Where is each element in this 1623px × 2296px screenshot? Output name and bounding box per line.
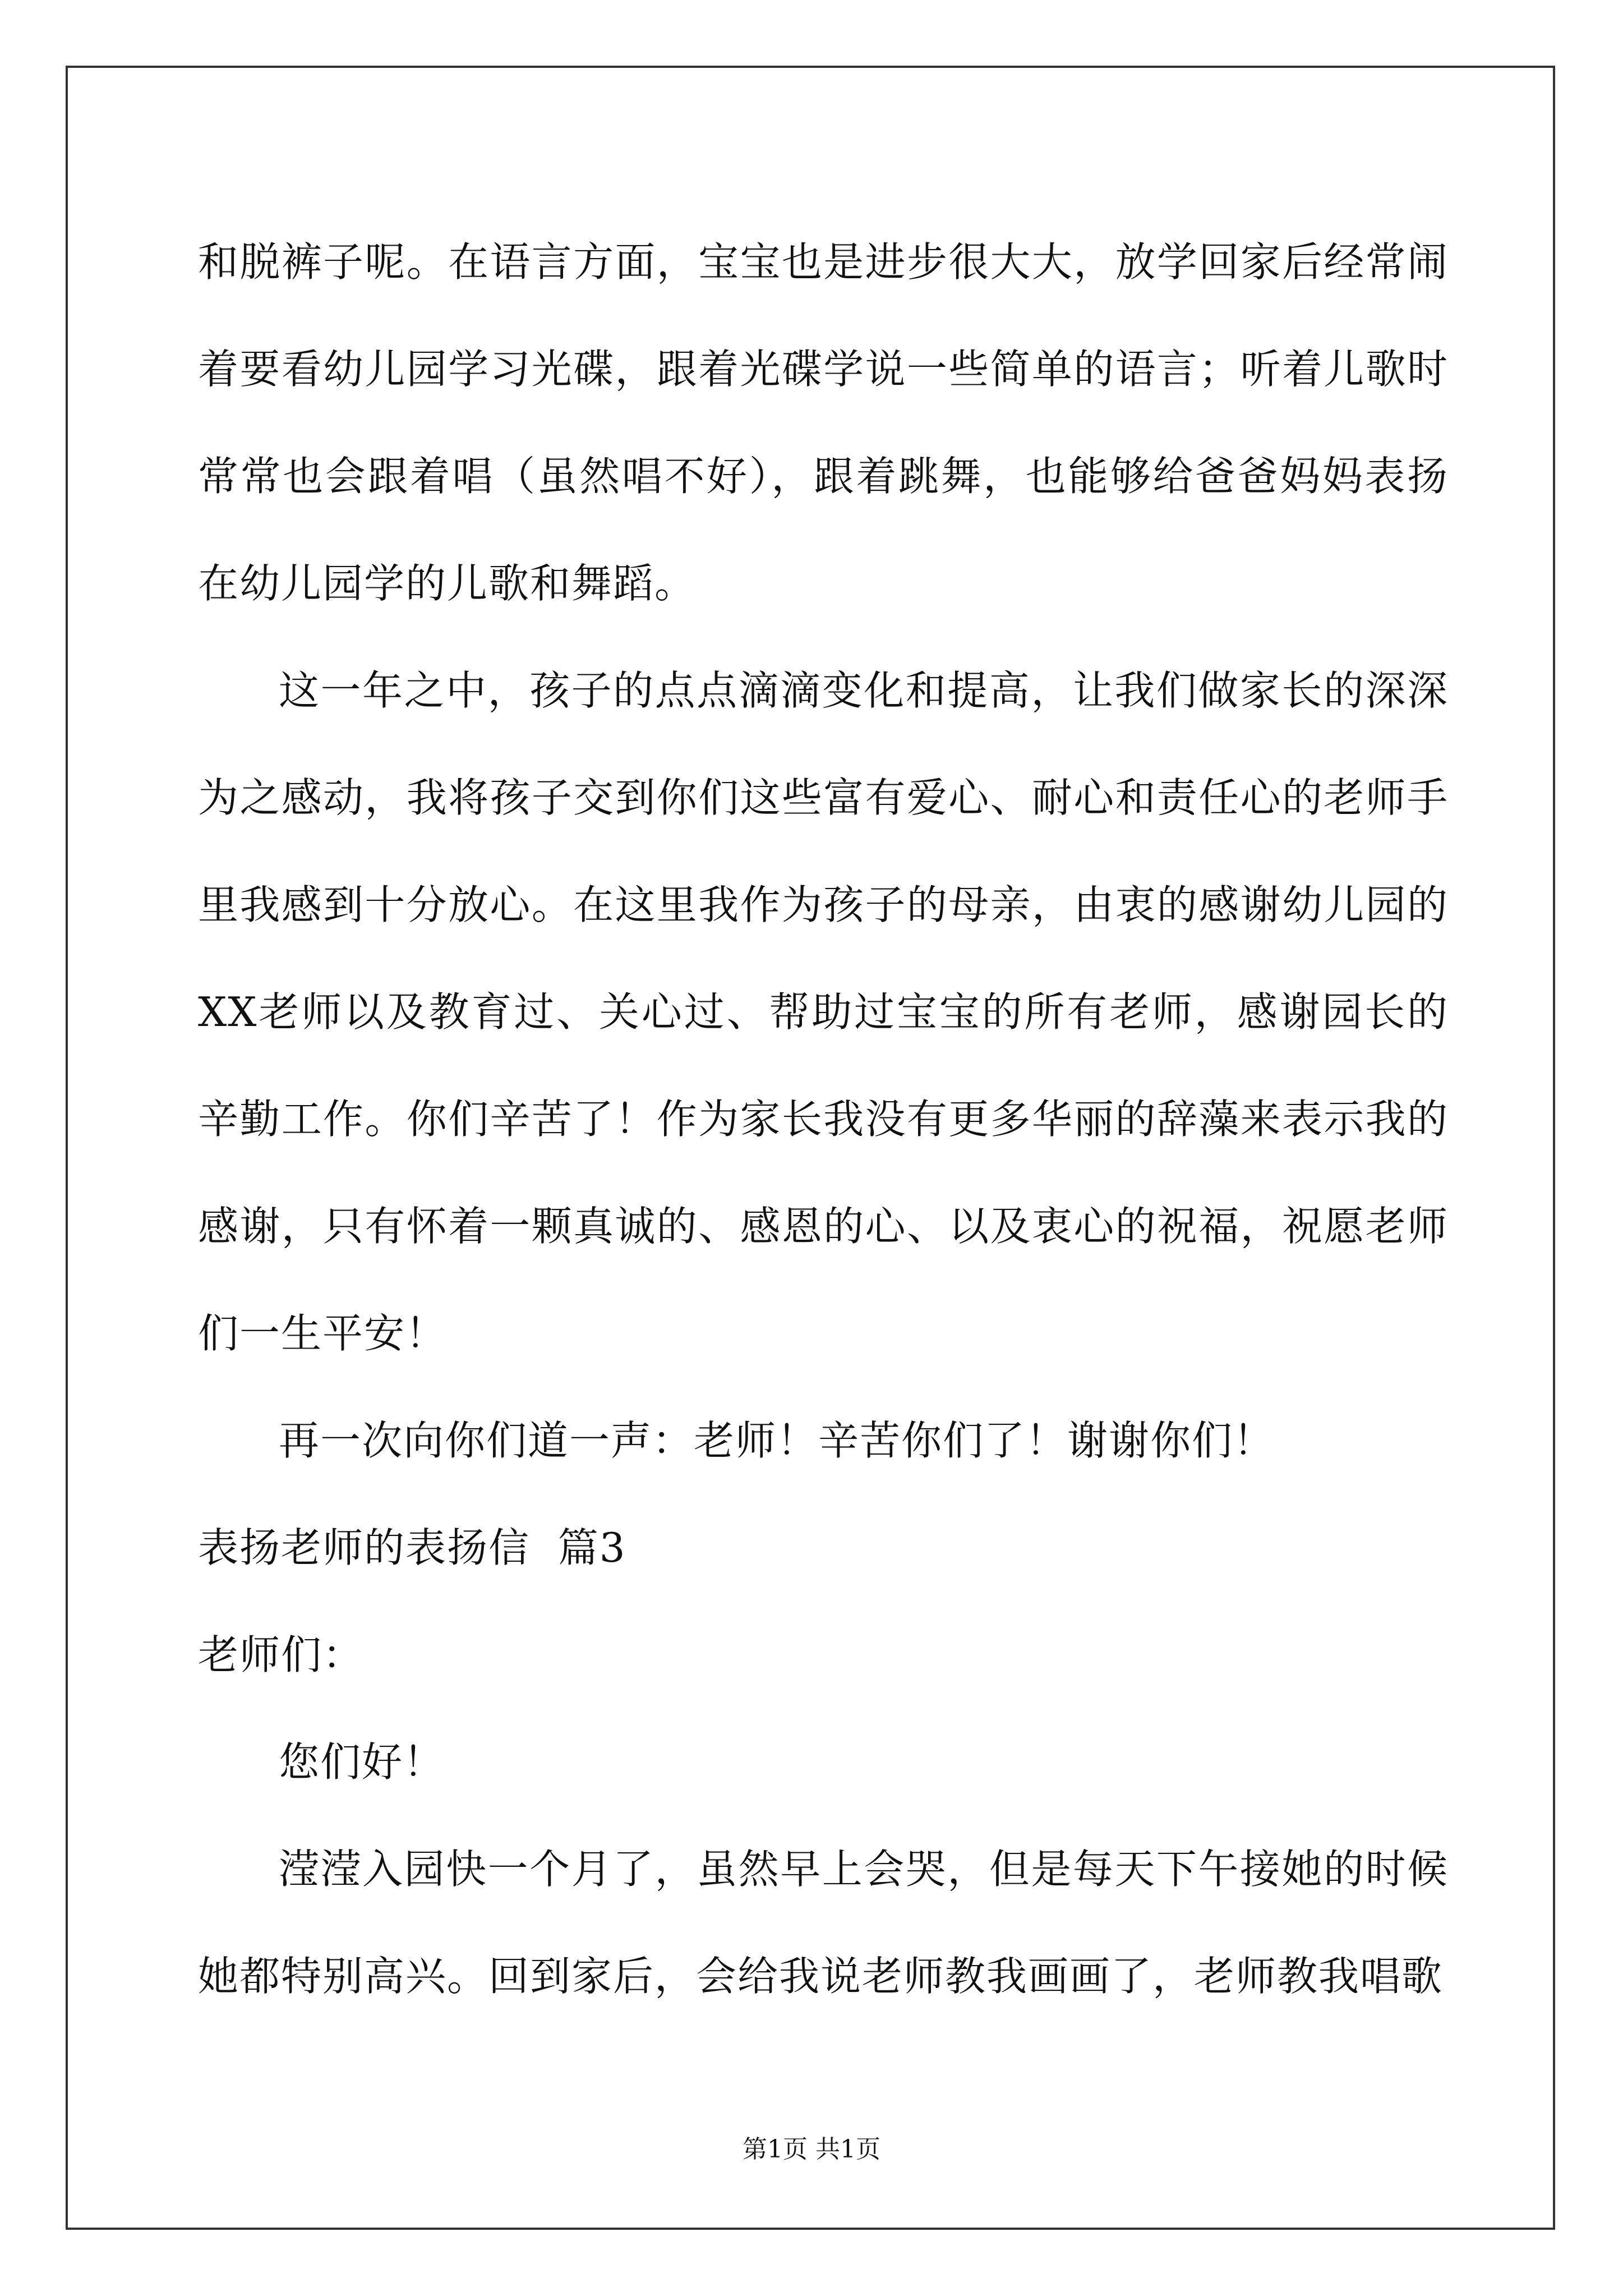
paragraph: 滢滢入园快一个月了，虽然早上会哭，但是每天下午接她的时候她都特别高兴。回到家后，会给我说老师教我画画了，老师教我唱歌	[198, 1846, 1449, 2000]
paragraph: 再一次向你们道一声：老师！辛苦你们了！谢谢你们！	[279, 1417, 1275, 1464]
salutation: 老师们：	[198, 1631, 365, 1678]
greeting: 您们好！	[279, 1738, 445, 1786]
document-body	[198, 209, 1449, 2030]
paragraph: 这一年之中，孩子的点点滴滴变化和提高，让我们做家长的深深为之感动，我将孩子交到你们这些富有爱心、耐心和责任心的老师手里我感到十分放心。在这里我作为孩子的母亲，由衷的感谢幼儿园的XX老师以及教育过、关心过、帮助过宝宝的所有老师，感谢园长的辛勤工作。你们辛苦了！作为家长我没有更多华丽的辞藻来表示我的感谢，只有怀着一颗真诚的、感恩的心、以及衷心的祝福，祝愿老师们一生平安！	[198, 667, 1449, 1357]
page-number-footer: 第1页 共1页	[743, 2135, 880, 2164]
paragraph: 和脱裤子呢。在语言方面，宝宝也是进步很大大，放学回家后经常闹着要看幼儿园学习光碟，跟着光碟学说一些简单的语言；听着儿歌时常常也会跟着唱（虽然唱不好），跟着跳舞，也能够给爸爸妈妈表扬在幼儿园学的儿歌和舞蹈。	[198, 238, 1449, 607]
section-heading: 表扬老师的表扬信 篇3	[198, 1524, 626, 1571]
